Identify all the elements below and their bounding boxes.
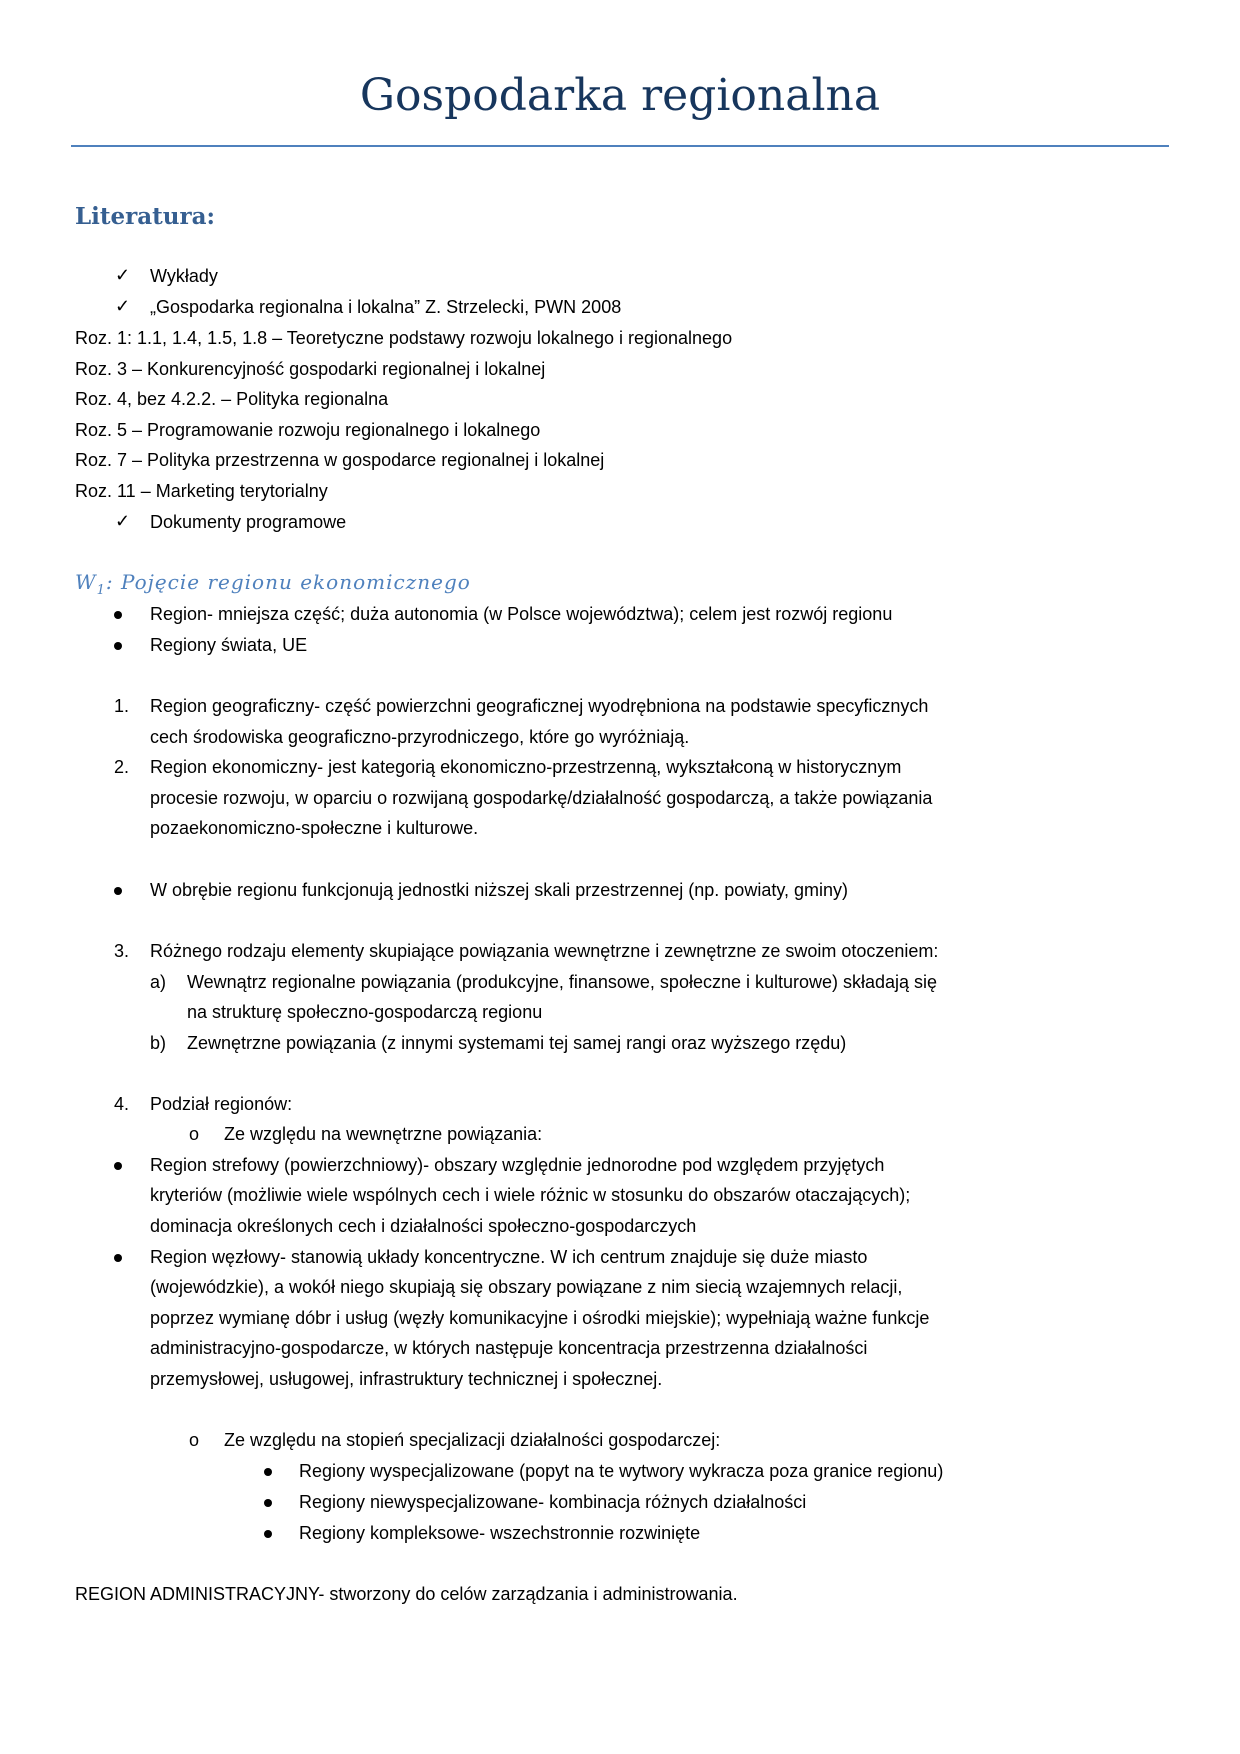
sub-heading: Ze względu na wewnętrzne powiązania:	[224, 1124, 543, 1144]
bullet-icon	[114, 611, 122, 619]
bullet-text: poprzez wymianę dóbr i usług (węzły komunikacyjne i ośrodki miejskie); wypełniają ważne funkcje	[150, 1308, 930, 1328]
check-item: Dokumenty programowe	[150, 512, 347, 532]
bullet-text: przemysłowej, usługowej, infrastruktury technicznej i społecznej.	[150, 1369, 663, 1389]
chapter-line: Roz. 1: 1.1, 1.4, 1.5, 1.8 – Teoretyczne podstawy rozwoju lokalnego i regionalnego	[75, 328, 733, 348]
list-letter: b)	[150, 1033, 167, 1053]
list-text: na strukturę społeczno-gospodarczą regionu	[187, 1002, 543, 1022]
list-letter: a)	[150, 972, 167, 992]
bullet-icon	[264, 1499, 272, 1507]
bullet-icon	[114, 1162, 122, 1170]
list-number: 4.	[114, 1094, 130, 1114]
bullet-text: dominacja określonych cech i działalności społeczno-gospodarczych	[150, 1216, 697, 1236]
list-number: 2.	[114, 757, 130, 777]
list-text: Podział regionów:	[150, 1094, 293, 1114]
list-text: Region ekonomiczny- jest kategorią ekonomiczno-przestrzenną, wykształconą w historycznym	[150, 757, 902, 777]
literatura-heading: Literatura:	[75, 203, 216, 230]
bullet-text: Region węzłowy- stanowią układy koncentryczne. W ich centrum znajduje się duże miasto	[150, 1247, 868, 1267]
checkmark-icon: ✓	[115, 265, 131, 285]
sub-heading: Ze względu na stopień specjalizacji działalności gospodarczej:	[224, 1430, 721, 1450]
bullet-text: (wojewódzkie), a wokół niego skupiają się obszary powiązane z nim siecią wzajemnych relacji,	[150, 1277, 903, 1297]
chapter-line: Roz. 11 – Marketing terytorialny	[75, 481, 328, 501]
title-underline	[71, 145, 1169, 147]
section-heading-w1: $W_1$: Pojęcie regionu ekonomicznego	[75, 570, 471, 598]
bullet-text: W obrębie regionu funkcjonują jednostki niższej skali przestrzennej (np. powiaty, gminy)	[150, 880, 849, 900]
list-text: pozaekonomiczno-społeczne i kulturowe.	[150, 818, 479, 838]
page-title: Gospodarka regionalna	[359, 70, 881, 121]
checkmark-icon: ✓	[115, 511, 131, 531]
check-item: Wykłady	[150, 266, 218, 286]
list-text: Wewnątrz regionalne powiązania (produkcyjne, finansowe, społeczne i kulturowe) składają się	[187, 972, 938, 992]
bullet-text: kryteriów (możliwie wiele wspólnych cech i wiele różnic w stosunku do obszarów otaczających);	[150, 1185, 911, 1205]
check-item: „Gospodarka regionalna i lokalna” Z. Strzelecki, PWN 2008	[150, 297, 622, 317]
bullet-text: administracyjno-gospodarcze, w których następuje koncentracja przestrzenna działalności	[150, 1338, 868, 1358]
bullet-text: Region- mniejsza część; duża autonomia (w Polsce województwa); celem jest rozwój regionu	[150, 604, 893, 624]
chapter-line: Roz. 7 – Polityka przestrzenna w gospodarce regionalnej i lokalnej	[75, 450, 605, 470]
checkmark-icon: ✓	[115, 296, 131, 316]
chapter-line: Roz. 5 – Programowanie rozwoju regionalnego i lokalnego	[75, 420, 541, 440]
chapter-line: Roz. 3 – Konkurencyjność gospodarki regionalnej i lokalnej	[75, 359, 546, 379]
list-text: Różnego rodzaju elementy skupiające powiązania wewnętrzne i zewnętrzne ze swoim otoczeniem:	[150, 941, 939, 961]
bullet-icon	[264, 1530, 272, 1538]
bullet-icon	[114, 1254, 122, 1262]
bullet-text: Regiony niewyspecjalizowane- kombinacja różnych działalności	[299, 1492, 807, 1512]
list-text: cech środowiska geograficzno-przyrodniczego, które go wyróżniają.	[150, 727, 690, 747]
circle-bullet-icon: o	[189, 1124, 200, 1144]
list-text: procesie rozwoju, w oparciu o rozwijaną gospodarkę/działalność gospodarczą, a także powiązania	[150, 788, 933, 808]
bullet-text: Regiony kompleksowe- wszechstronnie rozwinięte	[299, 1523, 701, 1543]
list-number: 3.	[114, 941, 130, 961]
list-text: Region geograficzny- część powierzchni geograficznej wyodrębniona na podstawie specyficznych	[150, 696, 929, 716]
bullet-text: Region strefowy (powierzchniowy)- obszary względnie jednorodne pod względem przyjętych	[150, 1155, 885, 1175]
bullet-icon	[264, 1468, 272, 1476]
circle-bullet-icon: o	[189, 1430, 200, 1450]
bullet-text: Regiony wyspecjalizowane (popyt na te wytwory wykracza poza granice regionu)	[299, 1461, 944, 1481]
list-number: 1.	[114, 696, 130, 716]
bullet-icon	[114, 887, 122, 895]
list-text: Zewnętrzne powiązania (z innymi systemami tej samej rangi oraz wyższego rzędu)	[187, 1033, 847, 1053]
chapter-line: Roz. 4, bez 4.2.2. – Polityka regionalna	[75, 389, 389, 409]
bullet-text: Regiony świata, UE	[150, 635, 308, 655]
admin-region-text: REGION ADMINISTRACYJNY- stworzony do celów zarządzania i administrowania.	[75, 1584, 738, 1604]
bullet-icon	[114, 642, 122, 650]
